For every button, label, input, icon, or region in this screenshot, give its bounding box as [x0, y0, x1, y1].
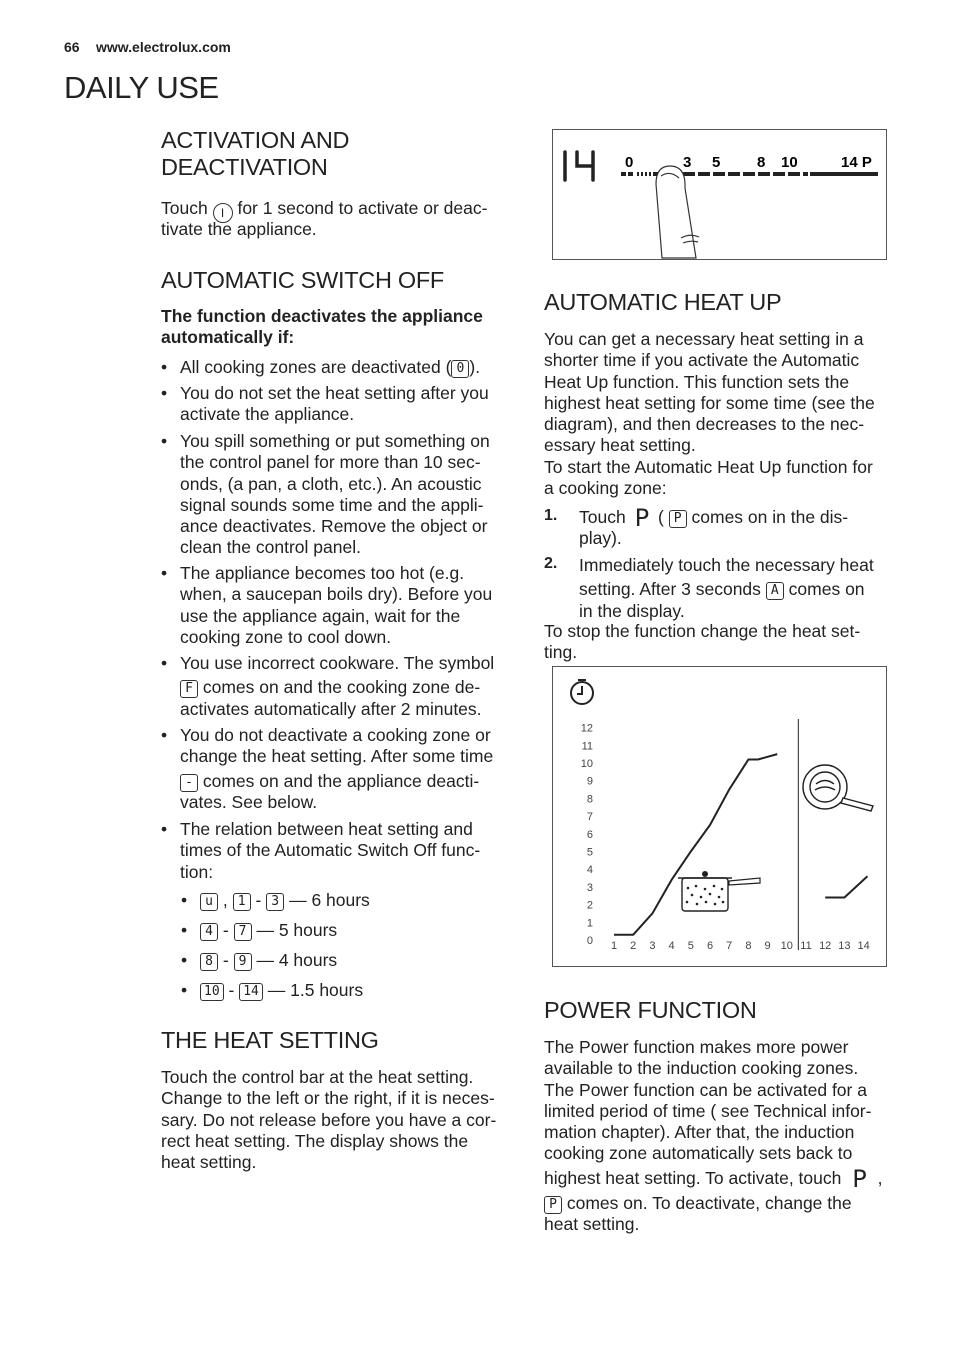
dash-symbol: - — [180, 774, 198, 792]
time-row-2: • 4 - 7 — 5 hours — [181, 920, 338, 940]
activation-heading-line1: ACTIVATION AND — [161, 127, 350, 153]
heat-up-chart-svg — [553, 667, 886, 966]
zero-symbol: 0 — [451, 360, 469, 378]
heat-setting-text: Touch the control bar at the heat setting. Change to the left or the right, if it is neces- sary. Do not release before you have a cor- rect heat setting. The display shows the heat setting. — [161, 1067, 497, 1173]
y-tick-label: 1 — [586, 917, 593, 930]
bar-label-14p: 14 P — [841, 154, 872, 171]
list-item: • You do not deactivate a cooking zone or change the heat setting. After some time - comes on and the appliance deacti- vates. See below. — [161, 725, 494, 812]
f-symbol: F — [180, 680, 198, 698]
power-p-icon: P — [852, 1164, 867, 1193]
activation-text: Touch I for 1 second to activate or deac- — [161, 198, 487, 223]
control-bar-svg — [553, 130, 886, 259]
x-tick-label: 2 — [630, 940, 637, 952]
bar-label-5: 5 — [712, 154, 721, 171]
x-tick-label: 11 — [800, 940, 812, 952]
x-tick-label: 6 — [706, 940, 714, 952]
activation-text-line2: tivate the appliance. — [161, 219, 317, 239]
finger-icon — [656, 166, 699, 258]
power-p-icon: P — [634, 504, 650, 532]
y-tick-label: 9 — [586, 775, 593, 788]
page-number: 66 — [64, 39, 80, 55]
x-tick-label: 8 — [745, 940, 752, 952]
time-row-1: • u , 1 - 3 — 6 hours — [181, 890, 370, 910]
step-1-text: Touch P ( P comes on in the dis- — [579, 504, 849, 532]
step-2-text: Immediately touch the necessary heat setting. After 3 seconds A comes on in the display. — [579, 555, 874, 621]
page-title: DAILY USE — [64, 70, 219, 105]
heat-setting-heading: THE HEAT SETTING — [161, 1027, 379, 1053]
list-item: • The appliance becomes too hot (e.g. when, a saucepan boils dry). Before you use the appliance again, wait for the cooking zone to cool down. — [161, 563, 493, 647]
y-tick-label: 7 — [586, 811, 593, 824]
list-item: • You do not set the heat setting after you activate the appliance. — [161, 383, 489, 425]
y-tick-label: 10 — [580, 758, 593, 770]
power-function-heading: POWER FUNCTION — [544, 997, 757, 1023]
activation-heading-line2: DEACTIVATION — [161, 154, 328, 180]
heat-up-chart — [552, 666, 887, 967]
list-item: • The relation between heat setting and times of the Automatic Switch Off func- tion: — [161, 819, 481, 882]
list-item: • You spill something or put something on the control panel for more than 10 sec- onds, (a pan, a cloth, etc.). An acoustic signal sounds some time and the appli- ance deactivates. Remove the object or clean the control panel. — [161, 431, 490, 558]
stop-text: To stop the function change the heat set- ting. — [544, 621, 861, 663]
y-tick-label: 12 — [580, 722, 593, 735]
clock-icon — [571, 680, 593, 704]
x-tick-label: 3 — [649, 940, 656, 952]
x-tick-label: 12 — [819, 940, 832, 952]
y-tick-label: 2 — [586, 899, 593, 912]
x-tick-label: 4 — [668, 940, 675, 952]
auto-switch-off-intro-2: automatically if: — [161, 327, 295, 347]
step-2-number: 2. — [544, 555, 558, 572]
list-item: • All cooking zones are deactivated ( 0 ). — [161, 357, 481, 377]
x-tick-label: 14 — [857, 940, 870, 952]
series-line-keep-setting — [825, 876, 867, 897]
time-row-4: • 10 - 14 — 1.5 hours — [181, 980, 364, 1000]
power-function-text: The Power function makes more power available to the induction cooking zones. The Power function can be activated for a limited period of time ( see Technical infor- mation chapter). After that, the induction cooking zone automatically sets back to highest heat setting. To activate, touch P , P comes on. To deactivate, change the heat setting. — [544, 1037, 883, 1235]
auto-heat-up-heading: AUTOMATIC HEAT UP — [544, 289, 782, 315]
control-bar-figure — [552, 129, 887, 260]
y-tick-label: 6 — [586, 828, 593, 841]
x-tick-label: 7 — [726, 940, 733, 952]
auto-heat-up-text: You can get a necessary heat setting in a shorter time if you activate the Automatic Heat Up function. This function sets the highest heat setting for some time (see the diagram), and then decreases to the nec- essary heat setting. To start the Automatic Heat Up function for a cooking zone: — [544, 329, 875, 499]
y-tick-label: 0 — [586, 935, 593, 947]
pan-icon — [803, 765, 873, 811]
auto-switch-off-heading: AUTOMATIC SWITCH OFF — [161, 267, 444, 293]
x-tick-label: 10 — [780, 940, 793, 952]
step-1-number: 1. — [544, 507, 558, 524]
step-1-text-line2: play). — [579, 528, 622, 548]
bar-label-8: 8 — [757, 154, 766, 171]
time-row-3: • 8 - 9 — 4 hours — [181, 950, 338, 970]
x-tick-label: 13 — [838, 940, 851, 952]
y-tick-label: 5 — [586, 846, 593, 859]
y-tick-label: 3 — [586, 881, 593, 894]
bar-label-10: 10 — [781, 154, 798, 171]
power-on-off-icon: I — [213, 203, 233, 223]
website-url: www.electrolux.com — [96, 39, 231, 55]
bar-label-0: 0 — [625, 154, 634, 171]
bar-label-3: 3 — [683, 154, 692, 171]
x-tick-label: 5 — [687, 940, 694, 952]
list-item: • You use incorrect cookware. The symbol F comes on and the cooking zone de- activates automatically after 2 minutes. — [161, 653, 495, 719]
y-tick-label: 11 — [581, 740, 593, 753]
y-tick-label: 4 — [586, 864, 593, 877]
display-digits — [565, 152, 593, 180]
y-tick-label: 8 — [586, 793, 593, 806]
x-tick-label: 1 — [610, 940, 618, 952]
x-tick-label: 9 — [764, 940, 771, 952]
pot-icon — [678, 871, 760, 911]
auto-switch-off-intro-1: The function deactivates the appliance — [161, 306, 483, 326]
